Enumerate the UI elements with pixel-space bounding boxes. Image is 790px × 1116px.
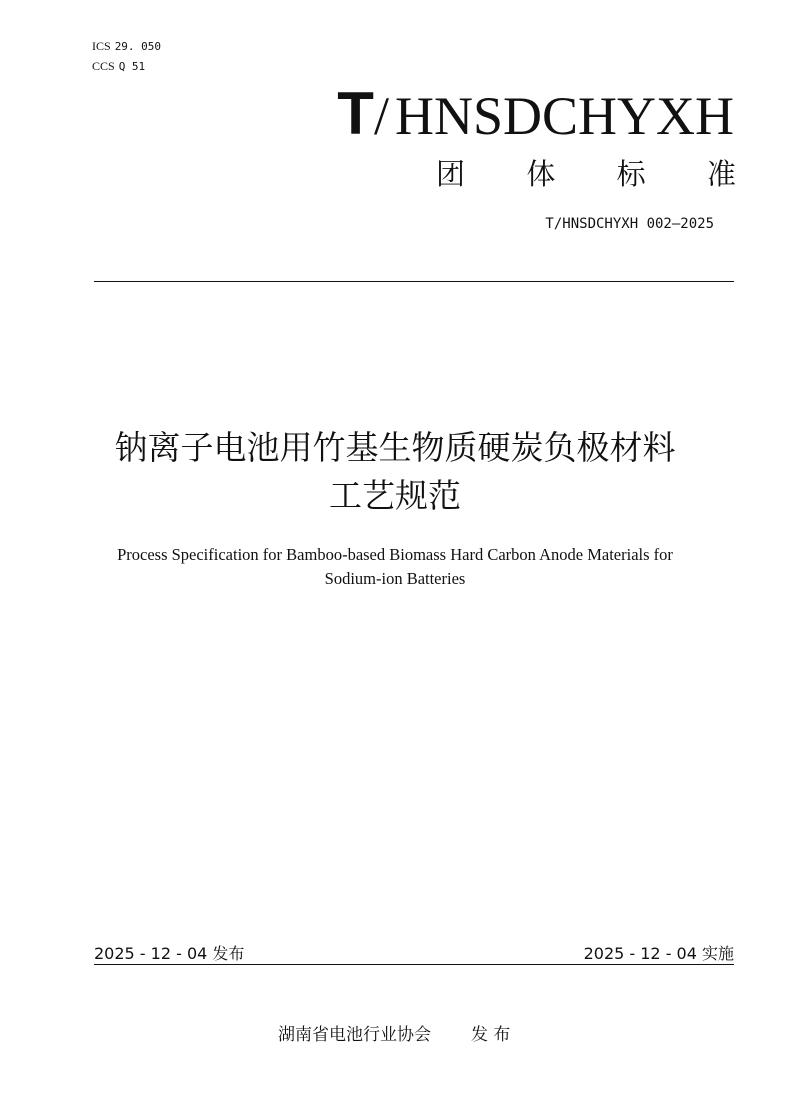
standard-type	[436, 152, 736, 192]
standard-type-char: 团	[436, 156, 466, 191]
ccs-code	[92, 58, 145, 75]
issue-date: 2025 - 12 - 04 发布	[94, 944, 245, 963]
top-divider	[94, 281, 734, 282]
ics-value: 29. 050	[114, 40, 162, 53]
publisher-name: 湖南省电池行业协会	[278, 1025, 431, 1045]
ccs-value: Q 51	[118, 60, 146, 73]
org-code-slash: /	[373, 86, 389, 146]
publisher	[278, 1020, 510, 1045]
bottom-divider	[94, 964, 734, 965]
title-chinese-line-1: 钠离子电池用竹基生物质硬炭负极材料	[114, 428, 676, 467]
organization-code	[200, 82, 734, 162]
standard-type-char: 准	[706, 156, 736, 191]
org-code-name: HNSDCHYXH	[394, 86, 734, 146]
ccs-label: CCS	[92, 59, 115, 73]
title-chinese-line-2: 工艺规范	[329, 476, 461, 515]
publisher-action: 发 布	[471, 1025, 511, 1045]
standard-type-char: 标	[616, 156, 646, 191]
title-english-line-1: Process Specification for Bamboo-based Biomass Hard Carbon Anode Materials for	[117, 545, 673, 564]
standard-number: T/HNSDCHYXH 002—2025	[545, 216, 714, 232]
ics-code	[92, 38, 161, 55]
ics-label: ICS	[92, 39, 111, 53]
standard-type-char: 体	[526, 156, 556, 191]
title-english-line-2: Sodium-ion Batteries	[324, 569, 466, 588]
implementation-date: 2025 - 12 - 04 实施	[583, 944, 734, 963]
org-code-prefix: T	[337, 80, 372, 147]
